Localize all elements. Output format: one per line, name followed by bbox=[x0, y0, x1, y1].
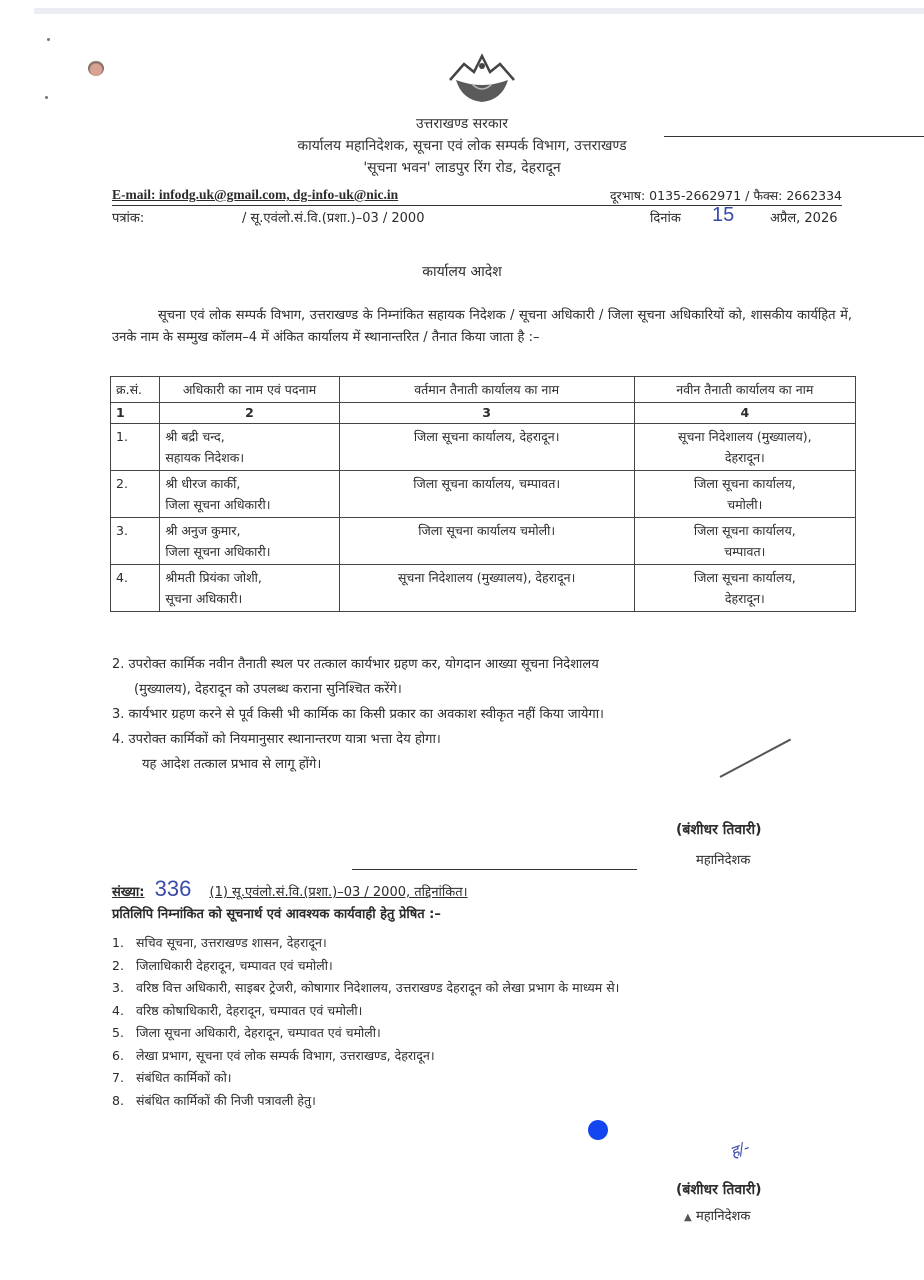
list-item bbox=[112, 1022, 872, 1045]
point-2-cont: (मुख्यालय), देहरादून को उपलब्ध कराना सुनिश्चित करेंगे। bbox=[134, 682, 402, 697]
table-row bbox=[111, 471, 856, 518]
cell-new-office bbox=[634, 565, 855, 612]
list-item bbox=[112, 1090, 872, 1113]
cell-sno: 4. bbox=[111, 565, 160, 612]
cell-current-office: जिला सूचना कार्यालय, देहरादून। bbox=[339, 424, 634, 471]
phone-fax: दूरभाष: 0135-2662971 / फैक्स: 2662334 bbox=[609, 188, 842, 203]
header-sno: क्र.सं. bbox=[111, 377, 160, 403]
point-2: 2. उपरोक्त कार्मिक नवीन तैनाती स्थल पर तत्काल कार्यभार ग्रहण कर, योगदान आख्या सूचना निदेशालय bbox=[112, 657, 599, 672]
table-header-row bbox=[111, 377, 856, 403]
transfer-table bbox=[110, 376, 856, 612]
officer-name: श्री अनुज कुमार, bbox=[165, 523, 241, 538]
cell-sno: 1. bbox=[111, 424, 160, 471]
email-addresses: E-mail: infodg.uk@gmail.com, dg-info-uk@nic.in bbox=[112, 187, 399, 202]
item-number: 6. bbox=[112, 1047, 124, 1063]
new-office-line: देहरादून। bbox=[724, 591, 765, 606]
cell-officer bbox=[160, 518, 339, 565]
point-3: 3. कार्यभार ग्रहण करने से पूर्व किसी भी कार्मिक का किसी प्रकार का अवकाश स्वीकृत नहीं किया जायेगा। bbox=[112, 707, 604, 722]
table-row bbox=[111, 565, 856, 612]
officer-name: श्री बद्री चन्द, bbox=[165, 429, 225, 444]
reference-number: / सू.एवंलो.सं.वि.(प्रशा.)–03 / 2000 bbox=[242, 211, 425, 226]
point-4: 4. उपरोक्त कार्मिकों को नियमानुसार स्थानान्तरण यात्रा भत्ता देय होगा। bbox=[112, 732, 441, 747]
speck bbox=[45, 96, 48, 99]
officer-name: श्रीमती प्रियंका जोशी, bbox=[165, 570, 262, 585]
new-office-line: जिला सूचना कार्यालय, bbox=[693, 476, 796, 491]
cell-sno: 2. bbox=[111, 471, 160, 518]
mark-icon: ▲ bbox=[684, 1212, 692, 1223]
table-row bbox=[111, 518, 856, 565]
colnum: 4 bbox=[634, 403, 855, 424]
new-office-line: जिला सूचना कार्यालय, bbox=[693, 570, 796, 585]
signatory-name: (बंशीधर तिवारी) bbox=[676, 822, 762, 838]
top-band bbox=[34, 8, 924, 14]
cell-current-office: जिला सूचना कार्यालय, चम्पावत। bbox=[339, 471, 634, 518]
officer-designation: जिला सूचना अधिकारी। bbox=[165, 497, 271, 512]
item-number: 4. bbox=[112, 1002, 124, 1018]
item-number: 1. bbox=[112, 935, 124, 950]
intro-paragraph bbox=[112, 305, 852, 349]
item-text: संबंधित कार्मिकों की निजी पत्रावली हेतु। bbox=[136, 1092, 316, 1108]
header-new-office: नवीन तैनाती कार्यालय का नाम bbox=[634, 377, 855, 403]
item-number: 5. bbox=[112, 1025, 124, 1040]
separator-line bbox=[352, 869, 637, 870]
patrank-label: पत्रांक: bbox=[112, 211, 145, 226]
effect-statement: यह आदेश तत्काल प्रभाव से लागू होंगे। bbox=[142, 757, 322, 772]
speck bbox=[47, 38, 50, 41]
officer-designation: सहायक निदेशक। bbox=[165, 450, 245, 465]
new-office-line: जिला सूचना कार्यालय, bbox=[693, 523, 796, 538]
item-number: 3. bbox=[112, 980, 124, 995]
copy-reference bbox=[112, 876, 468, 902]
cell-sno: 3. bbox=[111, 518, 160, 565]
cell-current-office: जिला सूचना कार्यालय चमोली। bbox=[339, 518, 634, 565]
item-number: 8. bbox=[112, 1092, 124, 1108]
sankhya-label: संख्या: bbox=[112, 885, 145, 900]
item-text: संबंधित कार्मिकों को। bbox=[136, 1070, 232, 1085]
date-day-handwritten: 15 bbox=[712, 204, 735, 226]
new-office-line: देहरादून। bbox=[724, 450, 765, 465]
copy-recipients bbox=[112, 932, 872, 1112]
cell-new-office bbox=[634, 471, 855, 518]
new-office-line: सूचना निदेशालय (मुख्यालय), bbox=[678, 429, 812, 444]
list-item bbox=[112, 1000, 872, 1023]
list-item bbox=[112, 1045, 872, 1068]
copy-signatory-designation: महानिदेशक bbox=[696, 1209, 751, 1224]
item-text: जिलाधिकारी देहरादून, चम्पावत एवं चमोली। bbox=[136, 957, 333, 973]
cell-new-office bbox=[634, 518, 855, 565]
date-month-year: अप्रैल, 2026 bbox=[770, 211, 838, 226]
officer-designation: सूचना अधिकारी। bbox=[165, 591, 243, 606]
copy-ref-text: (1) सू.एवंलो.सं.वि.(प्रशा.)–03 / 2000, तद्दिनांकित। bbox=[209, 885, 468, 900]
signatory-designation: महानिदेशक bbox=[696, 853, 751, 868]
colnum: 1 bbox=[111, 403, 160, 424]
date-label: दिनांक bbox=[650, 211, 681, 226]
column-number-row bbox=[111, 403, 856, 424]
list-item bbox=[112, 977, 872, 1000]
uttarakhand-emblem-icon bbox=[442, 50, 522, 106]
cell-officer bbox=[160, 424, 339, 471]
header-officer: अधिकारी का नाम एवं पदनाम bbox=[160, 377, 339, 403]
cell-current-office: सूचना निदेशालय (मुख्यालय), देहरादून। bbox=[339, 565, 634, 612]
table-row bbox=[111, 424, 856, 471]
item-text: लेखा प्रभाग, सूचना एवं लोक सम्पर्क विभाग, उत्तराखण्ड, देहरादून। bbox=[136, 1047, 435, 1063]
item-text: वरिष्ठ वित्त अधिकारी, साइबर ट्रेजरी, कोषागार निदेशालय, उत्तराखण्ड देहरादून को लेखा प्रभाग के माध्यम से। bbox=[136, 980, 620, 995]
list-item bbox=[112, 1067, 872, 1090]
copy-signatory-name: (बंशीधर तिवारी) bbox=[676, 1182, 762, 1198]
handwritten-initials: ह/- bbox=[727, 1137, 753, 1162]
item-text: वरिष्ठ कोषाधिकारी, देहरादून, चम्पावत एवं चमोली। bbox=[136, 1002, 363, 1018]
office-name: कार्यालय महानिदेशक, सूचना एवं लोक सम्पर्क विभाग, उत्तराखण्ड bbox=[297, 138, 627, 154]
officer-designation: जिला सूचना अधिकारी। bbox=[165, 544, 271, 559]
item-number: 7. bbox=[112, 1070, 124, 1085]
office-address: 'सूचना भवन' लाडपुर रिंग रोड, देहरादून bbox=[363, 160, 561, 176]
copy-number-handwritten: 336 bbox=[154, 876, 192, 901]
blue-marker-dot bbox=[588, 1120, 608, 1140]
new-office-line: चमोली। bbox=[727, 497, 763, 512]
item-number: 2. bbox=[112, 957, 124, 973]
punch-hole bbox=[88, 60, 104, 76]
copy-heading: प्रतिलिपि निम्नांकित को सूचनार्थ एवं आवश्यक कार्यवाही हेतु प्रेषित :– bbox=[112, 907, 441, 922]
header-current-office: वर्तमान तैनाती कार्यालय का नाम bbox=[339, 377, 634, 403]
item-text: जिला सूचना अधिकारी, देहरादून, चम्पावत एवं चमोली। bbox=[136, 1025, 381, 1040]
government-name: उत्तराखण्ड सरकार bbox=[415, 116, 509, 132]
cell-officer bbox=[160, 565, 339, 612]
list-item bbox=[112, 955, 872, 978]
new-office-line: चम्पावत। bbox=[724, 544, 766, 559]
intro-text: सूचना एवं लोक सम्पर्क विभाग, उत्तराखण्ड के निम्नांकित सहायक निदेशक / सूचना अधिकारी / जिला सूचना अधिकारियों को, शासकीय कार्यहित में, उनके नाम के सम्मुख कॉलम–4 में अंकित कार्यालय में स्थानान्तरित / तैनात किया जाता है :– bbox=[112, 308, 852, 345]
order-points bbox=[112, 652, 872, 777]
item-text: सचिव सूचना, उत्तराखण्ड शासन, देहरादून। bbox=[136, 935, 327, 950]
colnum: 3 bbox=[339, 403, 634, 424]
list-item bbox=[112, 932, 872, 955]
cell-new-office bbox=[634, 424, 855, 471]
officer-name: श्री धीरज कार्की, bbox=[165, 476, 241, 491]
colnum: 2 bbox=[160, 403, 339, 424]
cell-officer bbox=[160, 471, 339, 518]
order-title: कार्यालय आदेश bbox=[422, 264, 502, 280]
